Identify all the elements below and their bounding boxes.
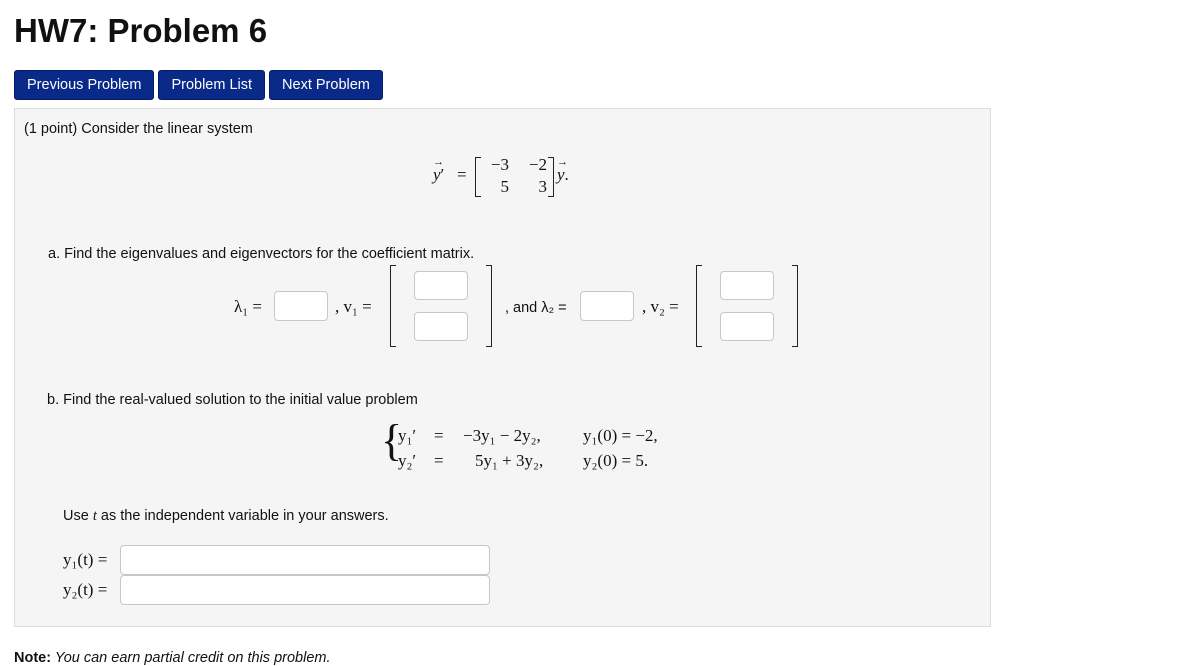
lambda2-input[interactable] — [580, 291, 634, 321]
v2-bottom-input[interactable] — [720, 312, 774, 341]
v1-right-bracket — [486, 265, 492, 347]
v2-label: , v₂ = — [642, 297, 679, 316]
previous-problem-button[interactable]: Previous Problem — [14, 70, 154, 100]
y1-label: y₁(t) = — [63, 550, 108, 569]
y1-answer-input[interactable] — [120, 545, 490, 575]
v2-top-input[interactable] — [720, 271, 774, 300]
problem-body — [14, 108, 991, 627]
page-title: HW7: Problem 6 — [14, 12, 268, 49]
ode2-rhs: 5y₁ + 3y₂, — [475, 451, 544, 470]
problem-intro: (1 point) Consider the linear system — [24, 121, 253, 137]
y2-answer-input[interactable] — [120, 575, 490, 605]
ode1-equals: = — [434, 426, 444, 445]
v2-left-bracket — [696, 265, 702, 347]
v1-bottom-input[interactable] — [414, 312, 468, 341]
ode2-initial-condition: y₂(0) = 5. — [583, 451, 649, 470]
ode1-lhs: y₁′ — [398, 426, 417, 445]
matrix-a12: −2 — [528, 155, 547, 174]
matrix-a22: 3 — [538, 177, 547, 196]
y2-label: y₂(t) = — [63, 580, 108, 599]
ode1-initial-condition: y₁(0) = −2, — [583, 426, 658, 445]
problem-list-button[interactable]: Problem List — [158, 70, 265, 100]
equals-sign: = — [457, 165, 467, 184]
part-a-prompt: a. Find the eigenvalues and eigenvectors for the coefficient matrix. — [48, 246, 475, 262]
v1-left-bracket — [390, 265, 396, 347]
problem-nav — [14, 70, 383, 100]
linear-system-equation — [433, 157, 583, 197]
system-brace: { — [381, 416, 403, 465]
and-lambda2-label: , and λ₂ = — [505, 300, 567, 316]
v1-top-input[interactable] — [414, 271, 468, 300]
ode2-equals: = — [434, 451, 444, 470]
next-problem-button[interactable]: Next Problem — [269, 70, 383, 100]
lambda1-label: λ₁ = — [234, 297, 263, 316]
lambda1-input[interactable] — [274, 291, 328, 321]
matrix-left-bracket — [475, 157, 481, 197]
independent-variable-instruction: Use t as the independent variable in your answers. — [63, 508, 389, 524]
matrix-right-bracket — [548, 157, 554, 197]
v2-right-bracket — [792, 265, 798, 347]
v1-label: , v₁ = — [335, 297, 372, 316]
ode1-rhs: −3y₁ − 2y₂, — [463, 426, 541, 445]
ode2-lhs: y₂′ — [398, 451, 417, 470]
matrix-a21: 5 — [500, 177, 509, 196]
part-b-prompt: b. Find the real-valued solution to the initial value problem — [47, 392, 418, 408]
matrix-a11: −3 — [490, 155, 509, 174]
partial-credit-note: Note: You can earn partial credit on this problem. — [14, 650, 331, 666]
y-vector-rhs: → y. — [557, 156, 569, 184]
y-vector-lhs: → y′ — [433, 156, 445, 184]
